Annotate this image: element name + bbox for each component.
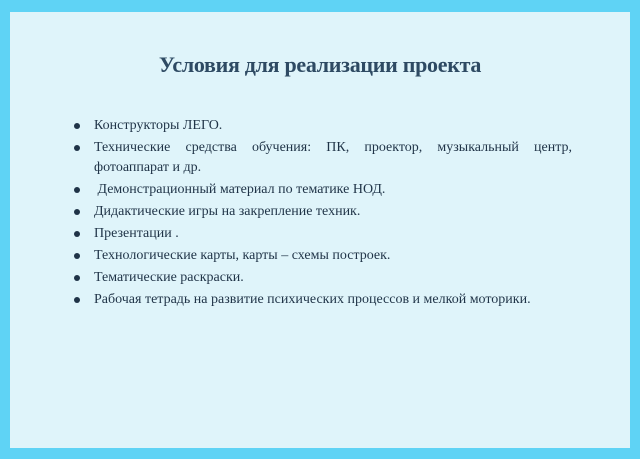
- list-item-text: Конструкторы ЛЕГО.: [94, 118, 223, 133]
- list-item-text: Технологические карты, карты – схемы построек.: [94, 248, 391, 263]
- list-item: [72, 246, 572, 266]
- list-item: [72, 202, 572, 222]
- conditions-list: [72, 116, 572, 312]
- bullet-icon: [74, 253, 80, 259]
- bullet-icon: [74, 231, 80, 237]
- list-item-text: Дидактические игры на закрепление техник.: [94, 204, 361, 219]
- list-item-text: Демонстрационный материал по тематике НОД.: [94, 182, 386, 197]
- list-item: [72, 224, 572, 244]
- bullet-icon: [74, 145, 80, 151]
- list-item: [72, 290, 572, 310]
- slide: [10, 12, 630, 448]
- list-item: [72, 138, 572, 178]
- list-item: [72, 180, 572, 200]
- bullet-icon: [74, 275, 80, 281]
- list-item: [72, 268, 572, 288]
- bullet-icon: [74, 123, 80, 129]
- list-item-text: Тематические раскраски.: [94, 270, 244, 285]
- bullet-icon: [74, 209, 80, 215]
- list-item-text: Технические средства обучения: ПК, проектор, музыкальный центр, фотоаппарат и др.: [94, 140, 572, 175]
- list-item-text: Презентации .: [94, 226, 179, 241]
- bullet-icon: [74, 297, 80, 303]
- list-item: [72, 116, 572, 136]
- slide-title: Условия для реализации проекта: [158, 52, 482, 77]
- list-item-text: Рабочая тетрадь на развитие психических процессов и мелкой моторики.: [94, 292, 531, 307]
- bullet-icon: [74, 187, 80, 193]
